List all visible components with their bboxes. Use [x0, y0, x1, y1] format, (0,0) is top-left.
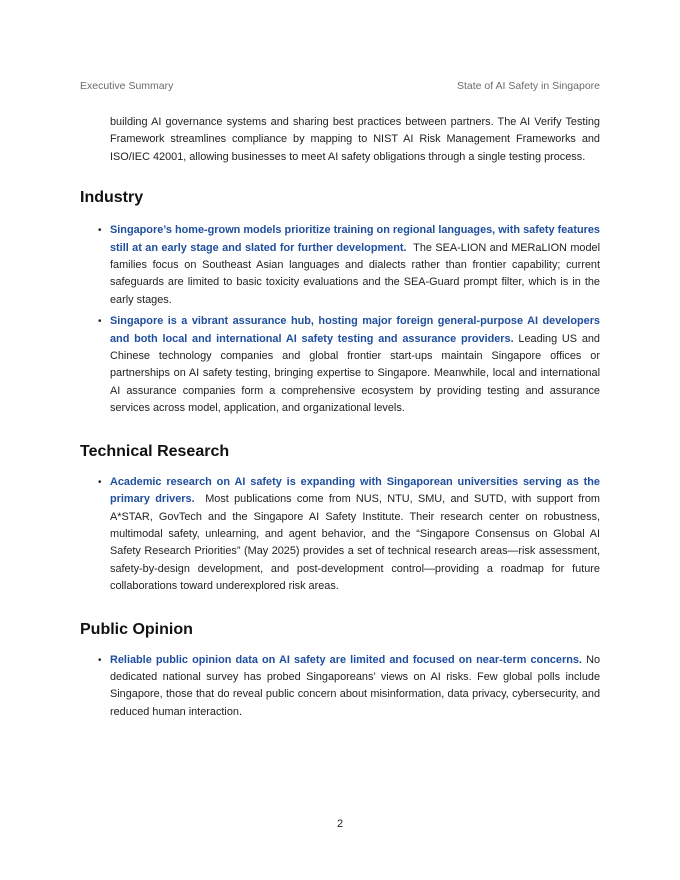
- page-number: 2: [336, 818, 344, 830]
- bullet-icon: •: [98, 316, 102, 328]
- bullet-icon: •: [98, 225, 102, 237]
- bullet-icon: •: [98, 476, 102, 488]
- list-item: [98, 474, 600, 596]
- list-item: [98, 313, 600, 417]
- section-heading-technical-research: Technical Research: [80, 442, 230, 460]
- page-content: [80, 114, 600, 721]
- continued-paragraph: building AI governance systems and sharing best practices between partners. The AI Verify Testing Framework streamlines compliance by mapping to NIST AI Risk Management Frameworks and ISO/IEC 42001, allowing businesses to meet AI safety obligations through a single testing process.: [110, 116, 600, 163]
- opinion-bullet-list: [80, 652, 600, 722]
- key-finding: Reliable public opinion data on AI safety are limited and focused on near-term concerns.: [110, 653, 582, 666]
- running-header: [80, 80, 600, 92]
- list-item: [98, 222, 600, 309]
- list-item: [98, 652, 600, 722]
- industry-bullet-list: [80, 222, 600, 417]
- bullet-icon: •: [98, 654, 102, 666]
- header-section-label: Executive Summary: [80, 80, 174, 92]
- key-finding: Singapore’s home-grown models prioritize training on regional languages, with safety features still at an early stage and slated for further development.: [110, 224, 600, 254]
- finding-detail: Leading US and Chinese technology companies and global frontier start-ups maintain Singapore offices or partnerships on AI safety testing, bringing expertise to Singapore. Meanwhile, local and international AI assurance companies form a comprehensive ecosystem by providing testing and assurance services across model, application, and organizational levels.: [110, 332, 600, 415]
- finding-detail: No dedicated national survey has probed Singaporeans’ views on AI risks. Few global polls include Singapore, those that do reveal public concern about misinformation, data privacy, cybersecurity, and reduced human interaction.: [110, 653, 600, 718]
- key-finding: Singapore is a vibrant assurance hub, hosting major foreign general-purpose AI developers and both local and international AI safety testing and assurance providers.: [110, 315, 600, 345]
- research-bullet-list: [80, 474, 600, 596]
- section-heading-public-opinion: Public Opinion: [80, 620, 193, 638]
- header-report-title: State of AI Safety in Singapore: [456, 80, 600, 92]
- finding-detail: Most publications come from NUS, NTU, SMU, and SUTD, with support from A*STAR, GovTech and the Singapore AI Safety Institute. Their research center on robustness, multimodal safety, unlearning, and agent behavior, and the “Singapore Consensus on Global AI Safety Research Priorities” (May 2025) provides a set of technical research areas—risk assessment, safety-by-design development, and post-development control—providing a roadmap for future collaborations toward underexplored risk areas.: [110, 493, 600, 593]
- key-finding: Academic research on AI safety is expanding with Singaporean universities serving as the primary drivers.: [110, 475, 600, 506]
- section-heading-industry: Industry: [80, 189, 144, 207]
- finding-detail: The SEA-LION and MERaLION model families focus on Southeast Asian languages and dialects rather than frontier capability; current safeguards are limited to basic toxicity evaluations and the SEA-Guard prompt filter, which is in the early stages.: [110, 241, 600, 306]
